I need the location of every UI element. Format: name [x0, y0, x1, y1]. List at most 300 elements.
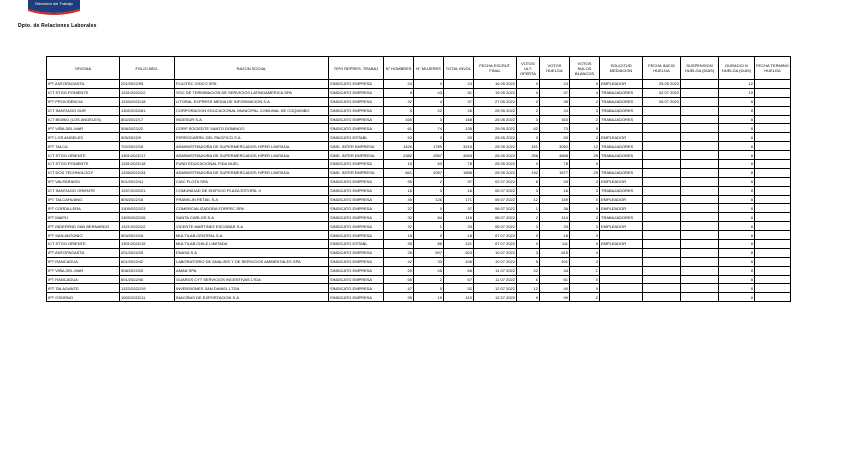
table-cell: 11 07 2022	[474, 275, 517, 284]
table-cell: ICT STGO.PONIENTE	[47, 160, 120, 169]
table-cell: 0	[414, 80, 444, 89]
column-header: FECHA TERMINO HUELGA	[755, 57, 791, 80]
table-cell: COMUNIDAD DE EDIFICIO PLAZA ESTORIL II	[175, 186, 329, 195]
table-cell: 168	[444, 115, 474, 124]
table-cell: 0	[517, 222, 540, 231]
table-cell: 18	[540, 231, 570, 240]
table-cell: 805/2022/16	[120, 195, 175, 204]
table-cell	[681, 133, 719, 142]
table-cell: 25 05 2022	[643, 80, 681, 89]
column-header: N° MUJERES	[414, 57, 444, 80]
table-cell: IPT RANCAGUA	[47, 275, 120, 284]
table-cell: 2	[517, 213, 540, 222]
table-cell	[755, 115, 791, 124]
table-cell: 33	[444, 222, 474, 231]
table-cell: FLUJTEC CHICO SPA	[175, 80, 329, 89]
table-cell	[643, 186, 681, 195]
table-cell: IPT TALCA	[47, 142, 120, 151]
table-cell: 4658	[540, 151, 570, 160]
table-cell: 15	[414, 293, 444, 302]
table-cell: 0	[570, 213, 600, 222]
table-cell: 2557	[414, 151, 444, 160]
table-cell: 66	[444, 266, 474, 275]
table-cell: IPT ANTOFAGASTA	[47, 248, 120, 257]
table-cell	[755, 213, 791, 222]
table-cell: 0	[414, 204, 444, 213]
table-row	[47, 177, 791, 186]
table-row	[47, 222, 791, 231]
table-cell	[643, 160, 681, 169]
table-cell: 42	[384, 257, 414, 266]
table-cell	[755, 151, 791, 160]
table-cell: 1002/2022/11	[120, 293, 175, 302]
table-cell: 702/2022/18	[120, 142, 175, 151]
table-cell: GUARDS CYT SERVICIOS INCENTIVAS LTDA	[175, 275, 329, 284]
table-cell	[681, 97, 719, 106]
table-cell: 62	[517, 124, 540, 133]
table-cell	[600, 293, 643, 302]
table-cell: 0	[570, 186, 600, 195]
table-cell	[643, 213, 681, 222]
table-cell: SINDICATO EMPRESA	[329, 284, 384, 293]
table-cell: 0	[570, 240, 600, 249]
table-row	[47, 115, 791, 124]
table-cell: 802/2022/17	[120, 115, 175, 124]
table-cell: 26	[444, 106, 474, 115]
table-cell	[755, 186, 791, 195]
table-row	[47, 275, 791, 284]
table-row	[47, 106, 791, 115]
table-cell: 2	[414, 177, 444, 186]
table-cell: IPT LOS ANGELES	[47, 133, 120, 142]
table-cell: 53	[384, 133, 414, 142]
table-cell: 1677	[540, 168, 570, 177]
table-cell: 2	[570, 115, 600, 124]
table-cell: 8	[719, 213, 755, 222]
table-cell: 8	[384, 88, 414, 97]
table-cell: 32	[384, 222, 414, 231]
table-cell: 8	[719, 168, 755, 177]
table-cell: ICT SANTIAGO ORIENTE	[47, 186, 120, 195]
table-cell: 3052	[540, 142, 570, 151]
table-cell: 505/2022/9	[120, 133, 175, 142]
table-cell: SINDICATO EMPRESA	[329, 293, 384, 302]
table-cell: 63	[414, 160, 444, 169]
table-cell: 111	[540, 240, 570, 249]
table-cell: MULTILAB CENTRAL S.A	[175, 231, 329, 240]
table-cell	[755, 257, 791, 266]
table-cell: 8	[719, 204, 755, 213]
table-cell: 15	[384, 160, 414, 169]
table-cell: ICT STGO.ORIENTE	[47, 240, 120, 249]
table-cell: 02 07 2022	[643, 88, 681, 97]
table-cell: 1898	[444, 168, 474, 177]
table-cell: 1301/2022/15	[120, 240, 175, 249]
table-cell: 67	[444, 275, 474, 284]
table-cell: 4943	[444, 151, 474, 160]
table-cell: 165	[384, 115, 414, 124]
column-header: FECHA ESCRUT. FINAL	[474, 57, 517, 80]
table-cell: 52	[444, 284, 474, 293]
table-row	[47, 257, 791, 266]
table-cell: 0	[517, 231, 540, 240]
table-cell: 1309/2022/26	[120, 213, 175, 222]
table-cell: SINDICATO EMPRESA	[329, 231, 384, 240]
table-cell: FRANKLIN RETAIL S.A	[175, 195, 329, 204]
direccion-del-trabajo-logo	[26, 0, 82, 16]
table-cell: 28 05 2022	[474, 142, 517, 151]
table-cell: 597	[414, 248, 444, 257]
column-header: TOTAL INVOL	[444, 57, 474, 80]
table-cell: 33	[414, 257, 444, 266]
table-cell: AMAN SPA	[175, 266, 329, 275]
table-cell: 1321/2022/22	[120, 222, 175, 231]
table-cell: 135	[444, 124, 474, 133]
table-cell	[755, 195, 791, 204]
table-cell: 16	[540, 186, 570, 195]
table-cell: 28 05 2022	[474, 160, 517, 169]
table-cell: 0	[570, 195, 600, 204]
table-cell	[755, 266, 791, 275]
table-cell	[643, 115, 681, 124]
table-cell: TRABAJADORES	[600, 168, 643, 177]
table-cell: INVERSIONES SAN DANIEL LTDA	[175, 284, 329, 293]
table-cell	[600, 257, 643, 266]
table-cell: 1	[517, 204, 540, 213]
table-cell: SINDICATO EMPRESA	[329, 257, 384, 266]
table-cell: 116	[444, 213, 474, 222]
table-cell: 12 07 2022	[474, 284, 517, 293]
table-cell	[755, 177, 791, 186]
table-cell: 65	[384, 275, 414, 284]
table-cell: 171	[444, 195, 474, 204]
table-cell: 3	[517, 248, 540, 257]
table-cell: MULTILAB CHILE LIMITADA	[175, 240, 329, 249]
table-cell: IPT OSORNO	[47, 293, 120, 302]
table-cell	[755, 284, 791, 293]
table-cell	[681, 151, 719, 160]
table-cell: 8	[719, 195, 755, 204]
table-cell: 1302/2022/61	[120, 106, 175, 115]
table-cell	[681, 284, 719, 293]
column-header: FOLIO NEG.	[120, 57, 175, 80]
table-cell	[643, 124, 681, 133]
table-cell: 61	[540, 275, 570, 284]
table-cell: 11 07 2022	[474, 266, 517, 275]
table-cell: 8	[719, 124, 755, 133]
table-cell: 0	[570, 80, 600, 89]
table-cell: EMPLEADOR	[600, 240, 643, 249]
table-cell: CORP SOCIEDTE SANTO DOMINGO	[175, 124, 329, 133]
table-cell: 0	[517, 240, 540, 249]
table-cell: FUND EDUCACIONAL FIDA NUEL	[175, 160, 329, 169]
table-cell: 0	[570, 222, 600, 231]
table-cell	[755, 88, 791, 97]
table-cell: TRABAJADORES	[600, 115, 643, 124]
table-cell	[643, 275, 681, 284]
table-cell: TRABAJADORES	[600, 213, 643, 222]
column-header: N° HOMBRES	[384, 57, 414, 80]
table-cell: IPT INDEPEND SAN BERNARDO	[47, 222, 120, 231]
table-cell: 151	[517, 142, 540, 151]
table-cell: 06 07 2022	[474, 222, 517, 231]
table-row	[47, 142, 791, 151]
table-cell: 12	[517, 195, 540, 204]
table-cell: 1331/2022/18	[120, 160, 175, 169]
table-cell	[755, 133, 791, 142]
table-cell: 8	[719, 275, 755, 284]
table-cell: EMPLEADOR	[600, 177, 643, 186]
table-cell: 95	[384, 293, 414, 302]
table-cell	[681, 248, 719, 257]
table-cell: 8	[719, 222, 755, 231]
table-cell: 10	[719, 88, 755, 97]
table-cell: 24	[540, 80, 570, 89]
table-cell: 4	[384, 106, 414, 115]
table-cell: 601/2022/40	[120, 275, 175, 284]
table-cell: 36	[540, 204, 570, 213]
table-cell: 86	[414, 240, 444, 249]
table-cell: 2	[570, 97, 600, 106]
table-cell	[643, 195, 681, 204]
table-cell: 61	[384, 124, 414, 133]
table-row	[47, 151, 791, 160]
table-cell: 33	[384, 213, 414, 222]
table-cell: 28 05 2022	[474, 151, 517, 160]
table-cell: IPT ANTOFAGASTA	[47, 80, 120, 89]
table-cell	[681, 293, 719, 302]
table-cell	[755, 168, 791, 177]
table-cell: SINDICATO EMPRESA	[329, 204, 384, 213]
table-cell: 37	[384, 204, 414, 213]
column-header: SOLICITUD MEDIACION	[600, 57, 643, 80]
table-row	[47, 133, 791, 142]
table-cell: IPT TALCAHUANO	[47, 195, 120, 204]
table-cell: IPT SAN ANTONIO	[47, 231, 120, 240]
table-cell: IPT PROVIDENCIA	[47, 97, 120, 106]
table-cell: 95	[384, 177, 414, 186]
table-cell: 43	[414, 88, 444, 97]
table-cell: 106	[444, 257, 474, 266]
table-cell: 126	[414, 195, 444, 204]
table-row	[47, 293, 791, 302]
table-cell	[755, 97, 791, 106]
table-cell: SINDICATO EMPRESA	[329, 266, 384, 275]
table-cell: 0	[517, 160, 540, 169]
table-cell: ICT STGO.ORIENTE	[47, 151, 120, 160]
table-cell: 8	[719, 240, 755, 249]
table-cell: 0	[414, 231, 444, 240]
table-cell: ADMINISTRADORA DE SUPERMERCADOS HIPER LIMITADA	[175, 151, 329, 160]
column-header: TIPO REPRES. TRABAJ	[329, 57, 384, 80]
table-cell: 3215	[444, 142, 474, 151]
column-header: DURACIO N HUELGA (DIAS)	[719, 57, 755, 80]
table-cell	[755, 80, 791, 89]
table-cell	[681, 240, 719, 249]
table-cell: 1335/2022/34	[120, 168, 175, 177]
table-cell: SOC DE TERMINACION DE SERVICIOS LATINOAMERICA SPA	[175, 88, 329, 97]
table-cell: 1333/2022/18	[120, 97, 175, 106]
table-cell: 8	[719, 293, 755, 302]
table-row	[47, 186, 791, 195]
table-cell: 8	[719, 257, 755, 266]
table-cell: 1	[570, 266, 600, 275]
table-cell	[681, 213, 719, 222]
table-cell	[755, 142, 791, 151]
table-cell	[681, 195, 719, 204]
table-cell	[600, 284, 643, 293]
table-cell: IPT VIÑA DEL MAR	[47, 124, 120, 133]
table-cell: 8	[719, 186, 755, 195]
table-cell: 24	[540, 106, 570, 115]
table-cell	[755, 240, 791, 249]
table-cell: SINDICATO EMPRESA	[329, 80, 384, 89]
table-cell: 74	[414, 124, 444, 133]
table-cell: 33	[540, 222, 570, 231]
table-cell: 24	[444, 80, 474, 89]
table-cell: 3	[414, 115, 444, 124]
table-cell: 8	[719, 248, 755, 257]
table-cell: 8	[719, 142, 755, 151]
table-cell	[643, 240, 681, 249]
table-cell: 35	[540, 97, 570, 106]
table-cell: 16 05 2022	[474, 80, 517, 89]
table-cell	[681, 88, 719, 97]
table-cell: 201/2022/25	[120, 248, 175, 257]
table-cell: TRABAJADORES	[600, 106, 643, 115]
table-cell: 1309/2022/23	[120, 204, 175, 213]
table-cell: 0	[517, 186, 540, 195]
table-cell	[600, 266, 643, 275]
table-cell: 12	[517, 284, 540, 293]
table-cell: 8	[719, 177, 755, 186]
table-cell: SINDICATO EMPRESA	[329, 186, 384, 195]
table-cell: 06 07 2022	[474, 213, 517, 222]
table-cell: SINDICATO EMPRESA	[329, 115, 384, 124]
table-cell: 16	[384, 186, 414, 195]
table-cell: 0	[570, 106, 600, 115]
table-cell: 5	[517, 257, 540, 266]
table-cell	[681, 222, 719, 231]
table-cell: SINDICATO EMPRESA	[329, 222, 384, 231]
table-cell: IPT TALAGANTE	[47, 284, 120, 293]
table-row	[47, 160, 791, 169]
table-cell: SINDICATO EMPRESA	[329, 213, 384, 222]
table-cell: 1301/2022/17	[120, 151, 175, 160]
table-header-row	[47, 57, 791, 80]
table-cell: SINDICATO EMPRESA	[329, 275, 384, 284]
table-cell: 0	[517, 97, 540, 106]
table-cell: 121	[444, 240, 474, 249]
table-cell: SIND. INTER EMPRESA	[329, 168, 384, 177]
table-cell: ICT STGO.PONIENTE	[47, 88, 120, 97]
table-cell	[681, 257, 719, 266]
table-cell: 508/2022/22	[120, 124, 175, 133]
table-cell: SINDICATO ESTABL	[329, 240, 384, 249]
table-cell: 8	[719, 266, 755, 275]
table-cell	[755, 124, 791, 133]
table-cell: INACIRAS DE EXPORTACION S.A	[175, 293, 329, 302]
table-cell: 46	[414, 266, 444, 275]
table-cell	[600, 231, 643, 240]
table-cell: 0	[570, 133, 600, 142]
table-cell	[681, 231, 719, 240]
table-cell: 26	[384, 248, 414, 257]
table-cell: 93	[540, 177, 570, 186]
table-row	[47, 213, 791, 222]
table-cell: 1337/2022/21	[120, 186, 175, 195]
table-row	[47, 231, 791, 240]
table-cell	[643, 177, 681, 186]
table-cell: 0	[517, 133, 540, 142]
table-cell: 28 05 2022	[474, 168, 517, 177]
table-cell: TRABAJADORES	[600, 142, 643, 151]
table-cell: ADMINISTRADORA DE SUPERMERCADOS HIPER LIMITADA	[175, 168, 329, 177]
table-cell: 12 07 2022	[474, 293, 517, 302]
column-header: OFICINA	[47, 57, 120, 80]
table-cell: 0	[570, 124, 600, 133]
table-cell	[600, 248, 643, 257]
table-cell	[643, 248, 681, 257]
table-cell	[755, 222, 791, 231]
table-cell: EMPLEADOR	[600, 195, 643, 204]
table-cell: 18	[384, 231, 414, 240]
table-cell: 35	[384, 240, 414, 249]
table-cell: 114	[540, 213, 570, 222]
table-cell	[600, 160, 643, 169]
table-cell: 163	[540, 115, 570, 124]
table-cell: 34	[540, 266, 570, 275]
table-cell: 18	[444, 231, 474, 240]
table-cell: 02 07 2022	[474, 177, 517, 186]
table-cell: 841	[384, 168, 414, 177]
column-header: VOTOS NULOS BLANCOS	[570, 57, 600, 80]
table-cell: EMPLEADOR	[600, 80, 643, 89]
table-cell: SINDICATO EMPRESA	[329, 195, 384, 204]
table-cell: 10 07 2022	[474, 248, 517, 257]
table-cell: ICT DOS TECHNOLOGY	[47, 168, 120, 177]
table-cell: 53	[540, 133, 570, 142]
table-cell: 501/2022/41	[120, 177, 175, 186]
table-cell	[643, 222, 681, 231]
table-cell	[681, 160, 719, 169]
table-cell: 84	[414, 213, 444, 222]
table-cell	[681, 106, 719, 115]
table-cell	[681, 80, 719, 89]
table-cell	[643, 284, 681, 293]
table-row	[47, 124, 791, 133]
table-cell: 06 07 2022	[474, 195, 517, 204]
table-cell: 110	[444, 293, 474, 302]
table-cell: FERROCARRIL DEL PACIFICO S.A	[175, 133, 329, 142]
table-body	[47, 80, 791, 302]
table-cell: 40	[540, 284, 570, 293]
table-cell: IPT RANCAGUA	[47, 257, 120, 266]
column-header: VOTOS ULT. OFERTA	[517, 57, 540, 80]
table-cell: 101	[540, 257, 570, 266]
table-cell: TRABAJADORES	[600, 151, 643, 160]
table-cell: 0	[414, 133, 444, 142]
table-cell: 159	[540, 195, 570, 204]
table-cell: 0	[570, 284, 600, 293]
table-row	[47, 168, 791, 177]
table-cell: SIND. INTER EMPRESA	[329, 142, 384, 151]
table-cell: 8	[719, 160, 755, 169]
table-cell	[681, 275, 719, 284]
table-cell: 53	[444, 133, 474, 142]
table-cell: ICT BIOBIO (LOS ANGELES)	[47, 115, 120, 124]
table-cell: SINDICATO EMPRESA	[329, 124, 384, 133]
